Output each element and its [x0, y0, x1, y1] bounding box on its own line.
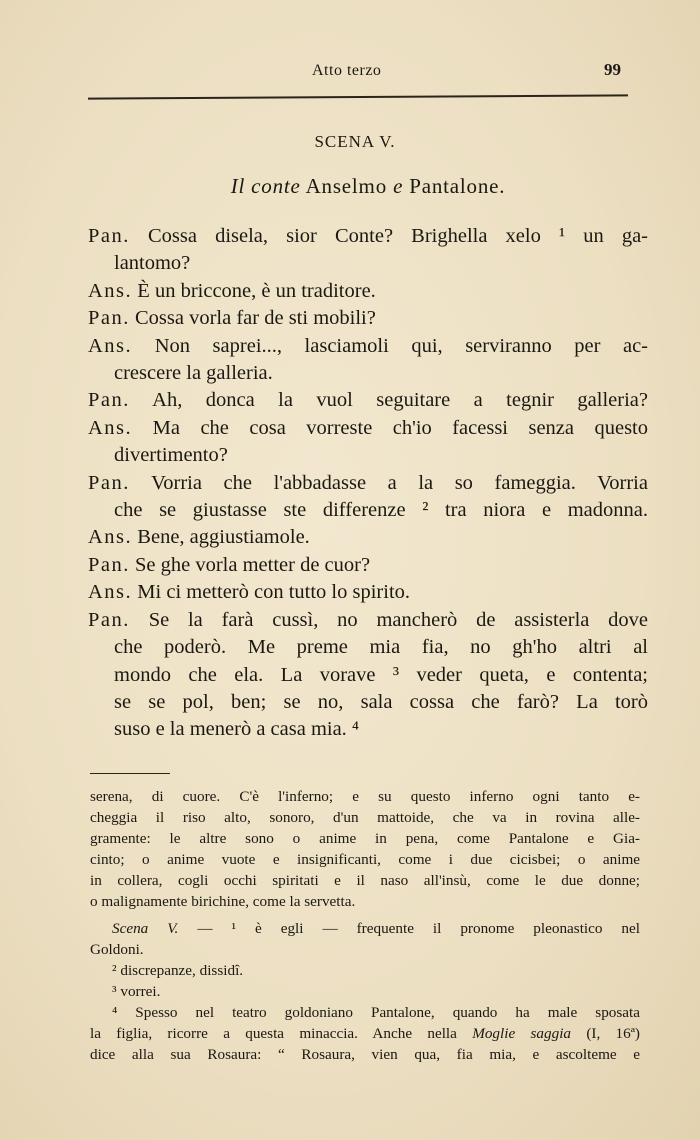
note-continuation-line: in collera, cogli occhi spiritati e il naso all'insù, come le due donne; — [90, 872, 640, 889]
characters-connector: e — [393, 174, 404, 198]
note-continuation-line: gramente: le altre sono o anime in pena, come Pantalone e Gia- — [90, 830, 640, 847]
footnote-4-line: dice alla sua Rosaura: “ Rosaura, vien qua, fia mia, e ascolteme e — [90, 1046, 640, 1063]
dialogue-line — [88, 305, 648, 332]
dialogue-continuation — [88, 497, 648, 524]
footnote-scene — [90, 918, 640, 939]
dialogue-line — [88, 470, 648, 497]
characters-prefix: Il conte — [230, 174, 301, 198]
speech-text: che se giustasse ste differenze ² tra niora e madonna. — [114, 499, 648, 522]
work-title: Moglie saggia — [472, 1025, 572, 1042]
speech-text: divertimento? — [114, 444, 228, 467]
footnote-rule — [90, 773, 170, 774]
speech-text: Ah, donca la vuol seguitare a tegnir galleria? — [152, 389, 648, 412]
footnote-text: Goldoni. — [90, 941, 144, 958]
scene-title: SCENA V. — [314, 132, 396, 151]
page-number: 99 — [604, 60, 621, 79]
speaker-label: Ans. — [88, 581, 133, 604]
dialogue-continuation — [88, 442, 648, 469]
dialogue-line — [88, 579, 648, 606]
dialogue-continuation — [88, 689, 648, 716]
note-continuation-line: cinto; o anime vuote e insignificanti, come i due cicisbei; o anime — [90, 851, 640, 868]
speech-text: Cossa vorla far de sti mobili? — [135, 307, 376, 330]
speech-text: suso e la menerò a casa mia. ⁴ — [114, 718, 360, 741]
dialogue-line — [88, 278, 648, 305]
footnote-text: la figlia, ricorre a questa minaccia. Anche nella — [90, 1025, 473, 1042]
footnote-3: ³ vorrei. — [112, 983, 161, 1000]
dialogue-continuation — [88, 716, 648, 743]
dialogue-continuation — [88, 634, 648, 661]
dialogue-line — [88, 387, 648, 414]
speaker-label: Pan. — [88, 553, 130, 576]
speech-text: Ma che cosa vorreste ch'io facessi senza questo — [152, 416, 648, 439]
speech-text: Bene, aggiustiamole. — [137, 526, 310, 549]
scene-characters — [0, 174, 700, 199]
speaker-label: Ans. — [88, 526, 133, 549]
footnote-scene-label: Scena V. — [112, 920, 179, 937]
note-continuation-line: o malignamente birichine, come la servetta. — [90, 893, 356, 910]
speech-text: lantomo? — [114, 252, 191, 275]
header-rule — [88, 94, 628, 99]
character-name-1: Anselmo — [305, 174, 387, 198]
dialogue — [88, 223, 648, 744]
footnote-2: ² discrepanze, dissidî. — [112, 962, 244, 979]
speech-text: se se pol, ben; se no, sala cossa che farò? La torò — [114, 690, 648, 713]
speech-text: crescere la galleria. — [114, 362, 273, 385]
footnote-text: — ¹ è egli — frequente il pronome pleonastico nel — [178, 920, 640, 937]
note-continuation-line: cheggia il riso alto, sonoro, d'un mattoide, che va in rovina alle- — [90, 809, 640, 826]
dialogue-continuation — [88, 662, 648, 689]
dialogue-line — [88, 223, 648, 250]
speech-text: Non saprei..., lasciamoli qui, serviranno per ac- — [154, 334, 648, 357]
speech-text: È un briccone, è un traditore. — [137, 279, 376, 302]
footnote-text: (I, 16ª) — [571, 1025, 640, 1042]
dialogue-line — [88, 524, 648, 551]
note-continuation-line: serena, di cuore. C'è l'inferno; e su questo inferno ogni tanto e- — [90, 788, 640, 805]
dialogue-line — [88, 607, 648, 634]
dialogue-line — [88, 333, 648, 360]
footnote-4: ⁴ Spesso nel teatro goldoniano Pantalone, quando ha male sposata — [112, 1004, 640, 1021]
speech-text: Cossa disela, sior Conte? Brighella xelo ¹ un ga- — [147, 225, 648, 247]
speaker-label: Pan. — [88, 471, 130, 494]
dialogue-line — [88, 415, 648, 442]
speaker-label: Pan. — [88, 307, 130, 330]
footnotes — [90, 786, 640, 1065]
dialogue-line — [88, 552, 648, 579]
dialogue-continuation — [88, 360, 648, 387]
speaker-label: Ans. — [88, 416, 133, 439]
running-title: Atto terzo — [312, 62, 382, 79]
speech-text: che poderò. Me preme mia fia, no gh'ho altri al — [114, 636, 648, 659]
speech-text: Se ghe vorla metter de cuor? — [135, 553, 371, 576]
speaker-label: Ans. — [88, 279, 133, 302]
dialogue-continuation — [88, 250, 648, 277]
character-name-2: Pantalone. — [409, 174, 506, 198]
speech-text: Mi ci metterò con tutto lo spirito. — [137, 581, 411, 604]
speech-text: Se la farà cussì, no mancherò de assisterla dove — [148, 608, 649, 631]
speech-text: mondo che ela. La vorave ³ veder queta, e contenta; — [114, 663, 648, 686]
speech-text: Vorria che l'abbadasse a la so fameggia. Vorria — [151, 471, 648, 494]
running-head — [0, 62, 700, 86]
speaker-label: Pan. — [88, 389, 130, 412]
speaker-label: Pan. — [88, 608, 130, 631]
speaker-label: Ans. — [88, 334, 133, 357]
speaker-label: Pan. — [88, 225, 130, 247]
footnote-4-line — [90, 1023, 640, 1044]
